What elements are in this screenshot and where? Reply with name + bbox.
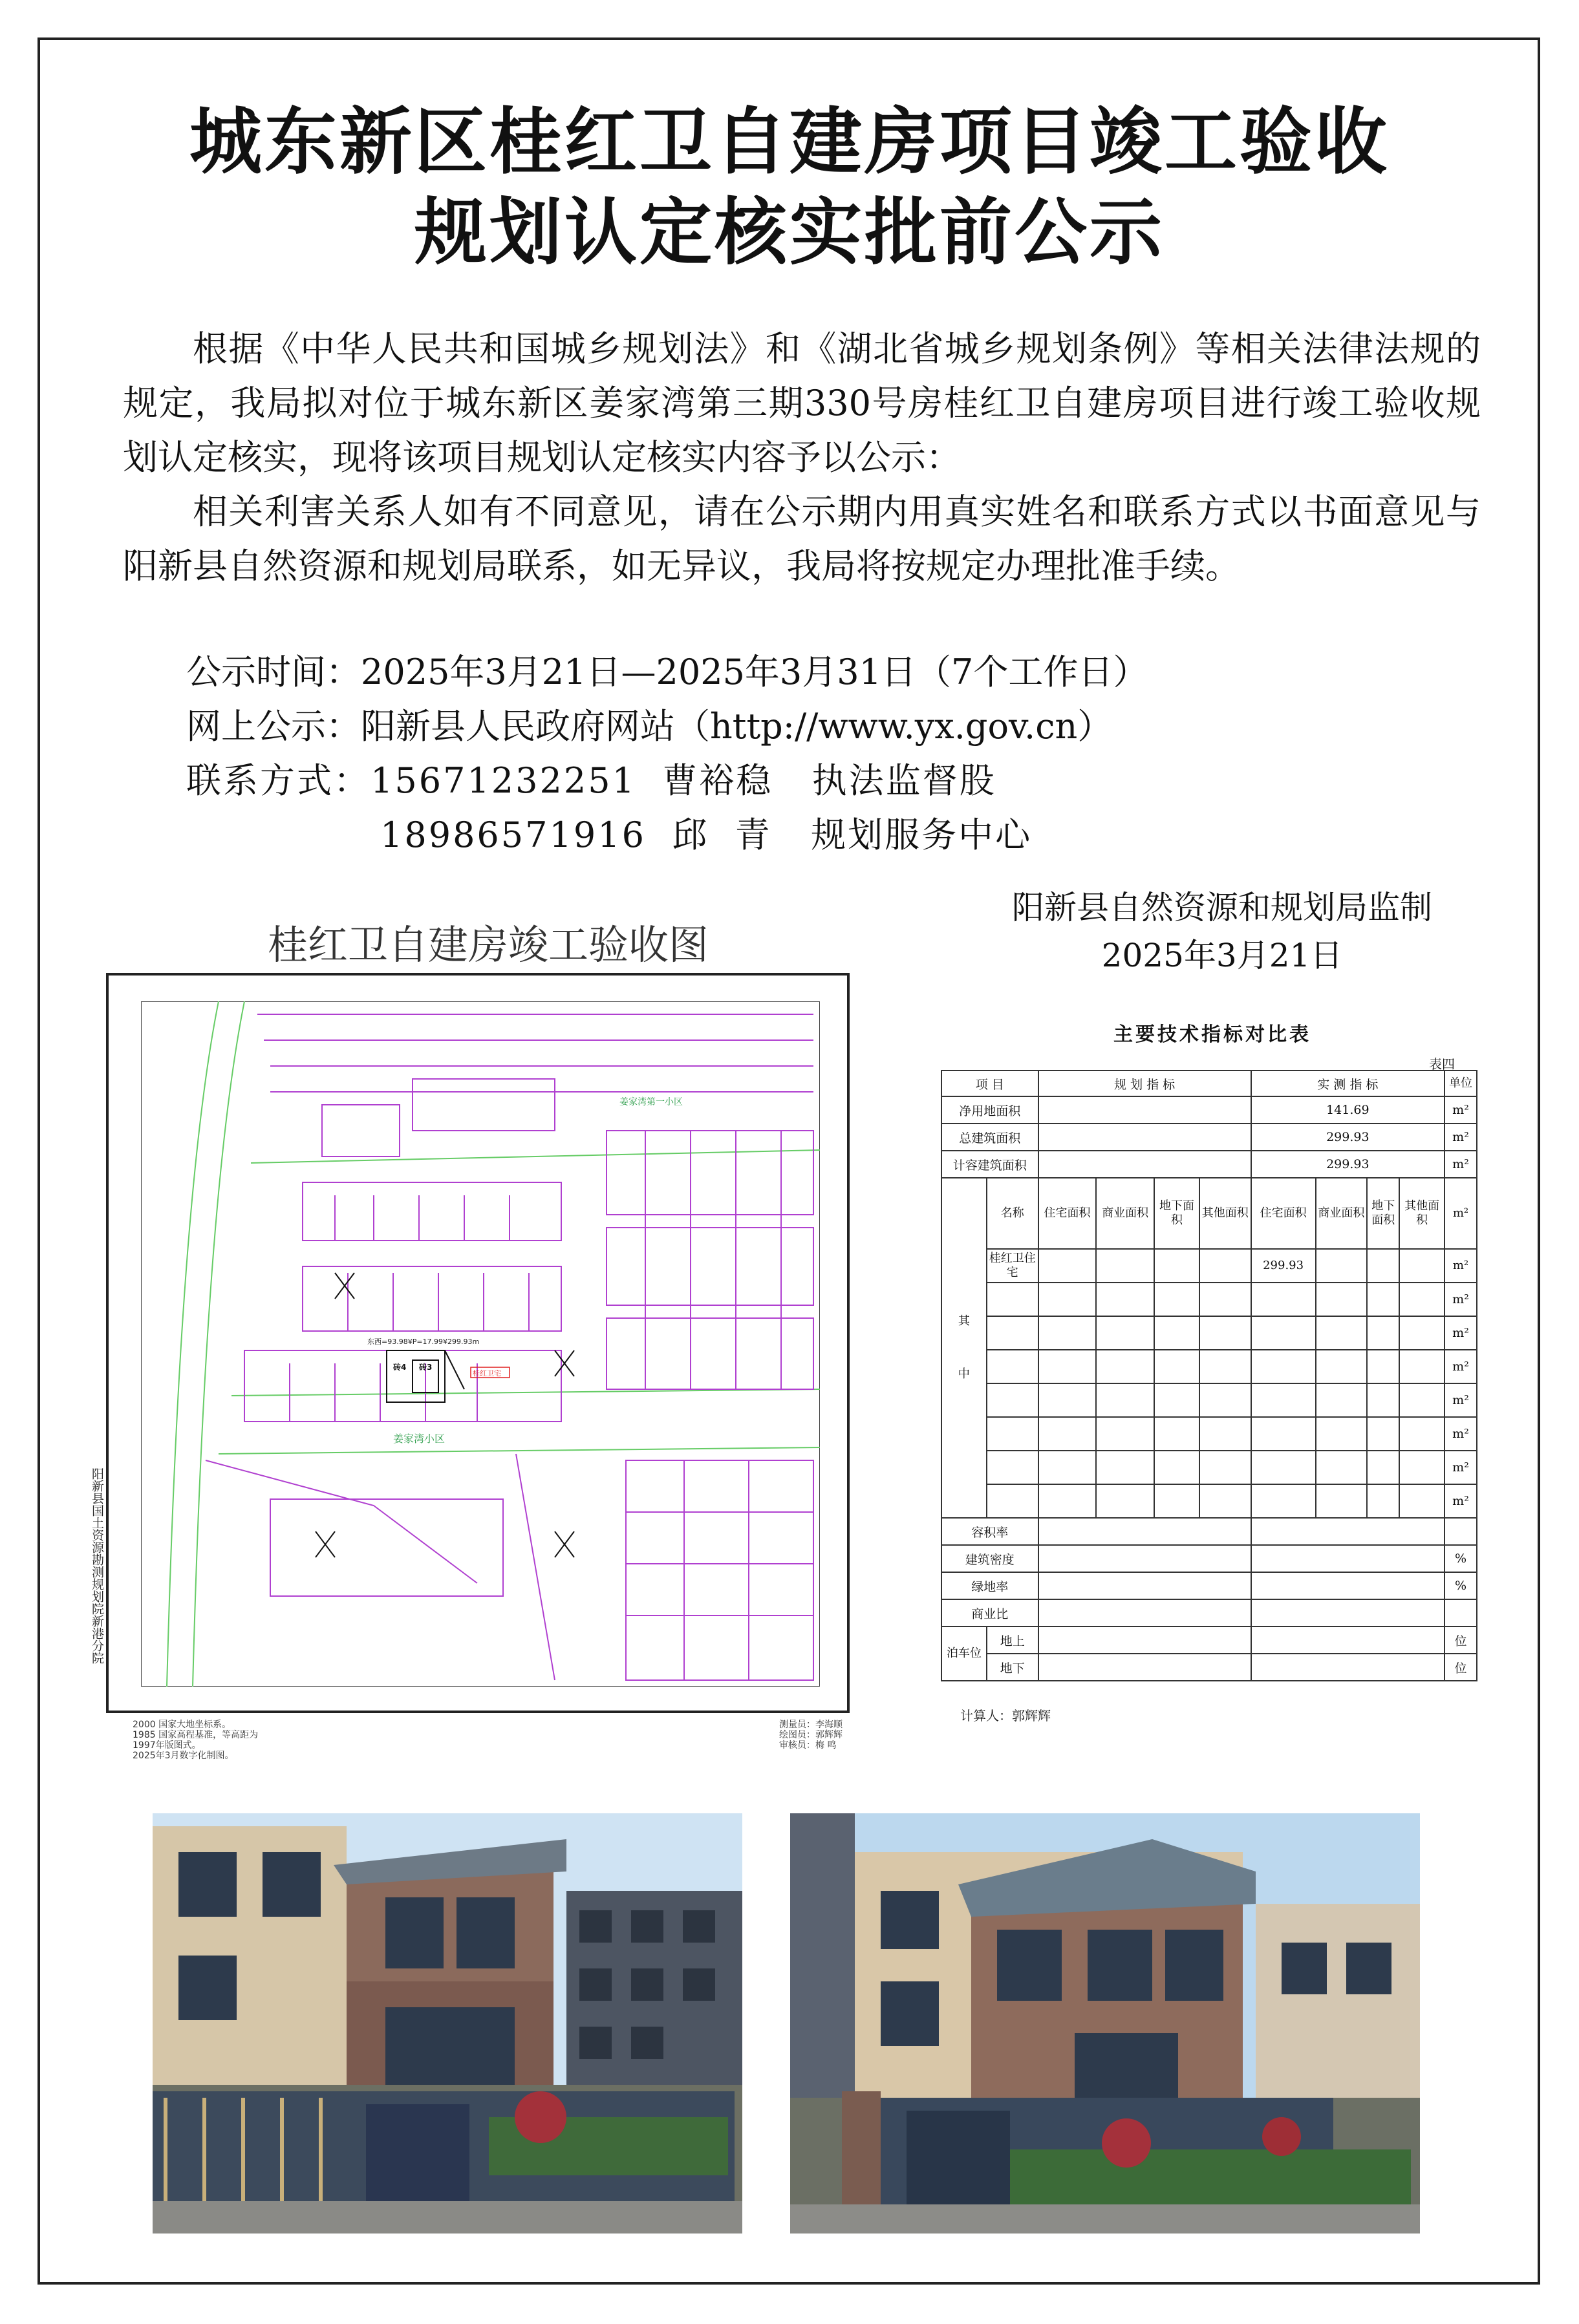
group-label-cell: 其 中 xyxy=(941,1178,987,1518)
building-a-label: 砖4 xyxy=(393,1363,407,1372)
site-map-drawing xyxy=(141,1001,820,1687)
building-photo-right xyxy=(790,1813,1420,2233)
table-row: m² xyxy=(941,1350,1477,1383)
paragraph-legal-basis: 根据《中华人民共和国城乡规划法》和《湖北省城乡规划条例》等相关法律法规的规定，我局拟对位于城东新区姜家湾第三期330号房桂红卫自建房项目进行竣工验收规划认定核实，现将该项目规划认定核实内容予以公示： xyxy=(123,328,1481,478)
issuing-organization: 阳新县自然资源和规划局监制 xyxy=(1012,889,1432,926)
online-publication: 网上公示：阳新县人民政府网站（http://www.yx.gov.cn） xyxy=(186,706,1113,747)
notice-body xyxy=(123,322,1481,593)
table-number: 表四 xyxy=(1429,1056,1455,1072)
table-row: 地下 位 xyxy=(941,1654,1477,1681)
site-map xyxy=(106,973,850,1713)
table-row: 商业比 xyxy=(941,1599,1477,1626)
table-row: 总建筑面积 299.93 m² xyxy=(941,1124,1477,1151)
building-photo-left xyxy=(153,1813,742,2233)
title-line-2: 规划认定核实批前公示 xyxy=(414,191,1165,275)
table-row: 绿地率 % xyxy=(941,1572,1477,1599)
map-note-right: 测量员：李海顺 绘图员：郭辉辉 审核员：梅 鸣 xyxy=(779,1720,843,1751)
table-header-row: 项 目 规 划 指 标 实 测 指 标 单位 xyxy=(941,1071,1477,1096)
table-row: 计容建筑面积 299.93 m² xyxy=(941,1151,1477,1178)
map-side-label: 阳新县国土资源勘测规划院新港分院 xyxy=(90,1467,104,1664)
notice-period: 公示时间：2025年3月21日—2025年3月31日（7个工作日） xyxy=(186,652,1148,692)
site-label: 桂红卫宅 xyxy=(473,1369,501,1378)
map-title: 桂红卫自建房竣工验收图 xyxy=(267,921,709,968)
road-label-bottom: 姜家湾小区 xyxy=(393,1433,446,1445)
road-label-top: 姜家湾第一小区 xyxy=(619,1097,683,1107)
issue-date: 2025年3月21日 xyxy=(1101,937,1343,974)
title-line-1: 城东新区桂红卫自建房项目竣工验收 xyxy=(189,100,1390,184)
contact-line-2: 18986571916 邱 青 规划服务中心 xyxy=(380,815,1033,855)
table-row: 净用地面积 141.69 m² xyxy=(941,1096,1477,1124)
table-subheader-row: 其 中 名称 住宅面积 商业面积 地下面积 其他面积 住宅面积 商业面积 地下面积 其他面积 m² xyxy=(941,1178,1477,1249)
table-row: m² xyxy=(941,1383,1477,1417)
table-row: 建筑密度 % xyxy=(941,1545,1477,1572)
table-title: 主要技术指标对比表 xyxy=(1113,1023,1311,1046)
table-row: m² xyxy=(941,1283,1477,1316)
contact-line-1: 联系方式：15671232251 曹裕稳 执法监督股 xyxy=(186,760,996,801)
tech-indicator-table xyxy=(941,1070,1477,1681)
table-row: 容积率 xyxy=(941,1518,1477,1545)
table-row: m² xyxy=(941,1417,1477,1451)
paragraph-objection: 相关利害关系人如有不同意见，请在公示期内用真实姓名和联系方式以书面意见与阳新县自然资源和规划局联系，如无异议，我局将按规定办理批准手续。 xyxy=(123,491,1481,586)
table-row: m² xyxy=(941,1316,1477,1350)
coordinate-label: 东西=93.98¥P=17.99¥299.93m xyxy=(367,1338,480,1346)
map-note-left: 2000 国家大地坐标系。 1985 国家高程基准，等高距为 1997年版图式。 2025年3月数字化制图。 xyxy=(133,1720,259,1761)
table-row: m² xyxy=(941,1451,1477,1484)
table-row: m² xyxy=(941,1484,1477,1518)
table-row: 桂红卫住宅 299.93 m² xyxy=(941,1249,1477,1283)
building-b-label: 砖3 xyxy=(419,1363,433,1372)
table-row: 泊车位 地上 位 xyxy=(941,1626,1477,1654)
calculator-label: 计算人：郭辉辉 xyxy=(960,1708,1051,1723)
